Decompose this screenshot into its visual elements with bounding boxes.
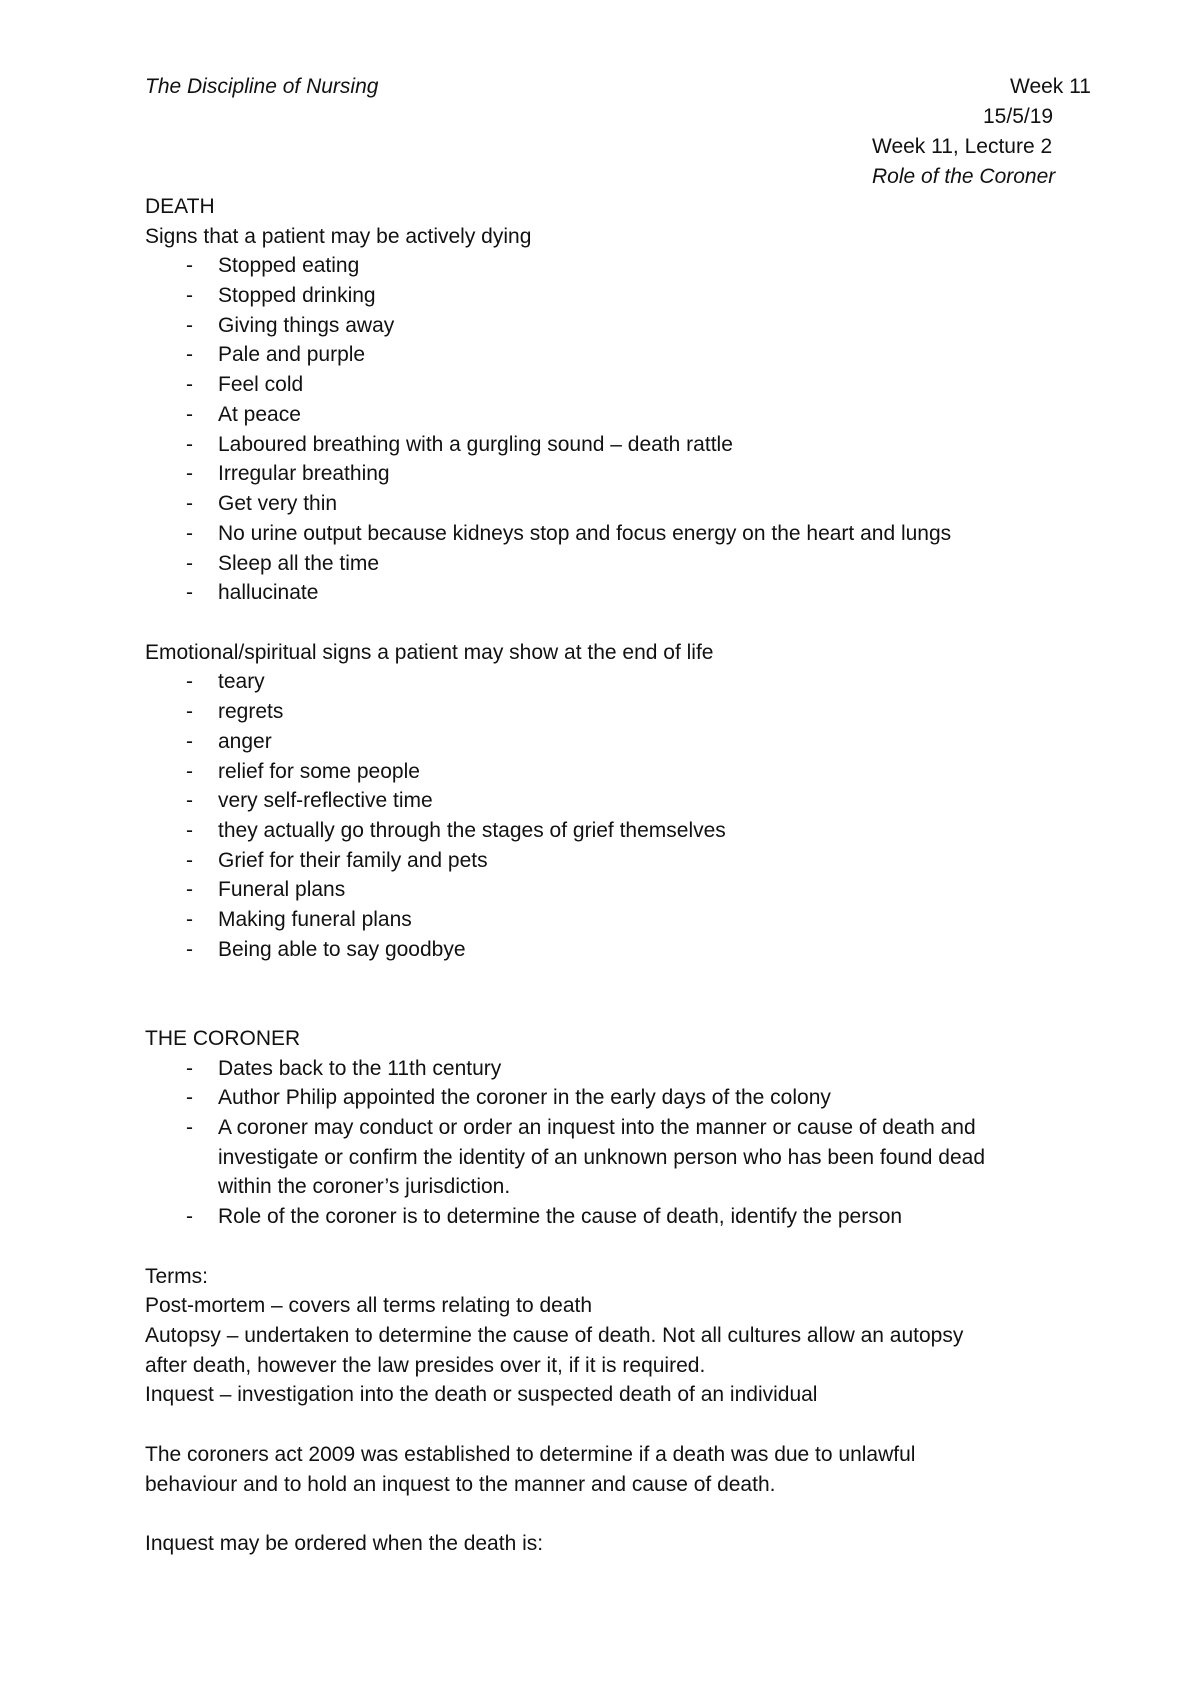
inquest-ordered-heading: Inquest may be ordered when the death is: <box>145 1532 544 1555</box>
course-title: The Discipline of Nursing <box>145 75 379 98</box>
term-postmortem: Post-mortem – covers all terms relating to death <box>145 1294 593 1317</box>
term-inquest: Inquest – investigation into the death or suspected death of an individual <box>145 1383 818 1406</box>
lecture-label: Week 11, Lecture 2 <box>872 135 1053 158</box>
coroners-act-line2: behaviour and to hold an inquest to the manner and cause of death. <box>145 1473 776 1496</box>
section-heading-coroner: THE CORONER <box>145 1027 301 1050</box>
section-heading-death: DEATH <box>145 195 215 218</box>
lecture-date: 15/5/19 <box>983 105 1054 128</box>
term-autopsy-line2: after death, however the law presides over it, if it is required. <box>145 1354 706 1377</box>
lecture-topic: Role of the Coroner <box>872 165 1056 188</box>
terms-heading: Terms: <box>145 1265 208 1288</box>
coroners-act-line1: The coroners act 2009 was established to determine if a death was due to unlawful <box>145 1443 916 1466</box>
emotional-heading: Emotional/spiritual signs a patient may show at the end of life <box>145 641 714 664</box>
week-label: Week 11 <box>1010 75 1091 98</box>
document-page: The Discipline of Nursing Week 11 15/5/19 Week 11, Lecture 2 Role of the Coroner DEATH Signs that a patient may be actively dying - Stopped eating - Stopped drinking - Giving things away - Pale and purple - Feel cold - At peace - Laboured breathing with a gurgling sound – death rattle - Irregular breathing - Get very thin - No urine output because kidneys stop and focus energy on the heart and lungs - Sleep all the time - hallucinate Emotional/spiritual signs a patient may show at the end of life - teary - regrets - anger - relief for some people - very self-reflective time - they actually go through the stages of grief themselves - Grief for their family and pets - Funeral plans - Making funeral plans - Being able to say goodbye THE CORONER - Dates back to the 11th century - Author Philip appointed the coroner in the early days of the colony - A coroner may conduct or order an inquest into the manner or cause of death and investigate or confirm the identity of an unknown person who has been found dead within the coroner’s jurisdiction. - Role of the coroner is to determine the cause of death, identify the person Terms: Post-mortem – covers all terms relating to death Autopsy – undertaken to determine the cause of death. Not all cultures allow an autopsy after death, however the law presides over it, if it is required. Inquest – investigation into the death or suspected death of an individual The coroners act 2009 was established to determine if a death was due to unlawful behaviour and to hold an inquest to the manner and cause of death. Inquest may be ordered when the death is: <box>145 75 1091 1555</box>
term-autopsy-line1: Autopsy – undertaken to determine the cause of death. Not all cultures allow an autopsy <box>145 1324 964 1347</box>
signs-heading: Signs that a patient may be actively dying <box>145 225 532 248</box>
